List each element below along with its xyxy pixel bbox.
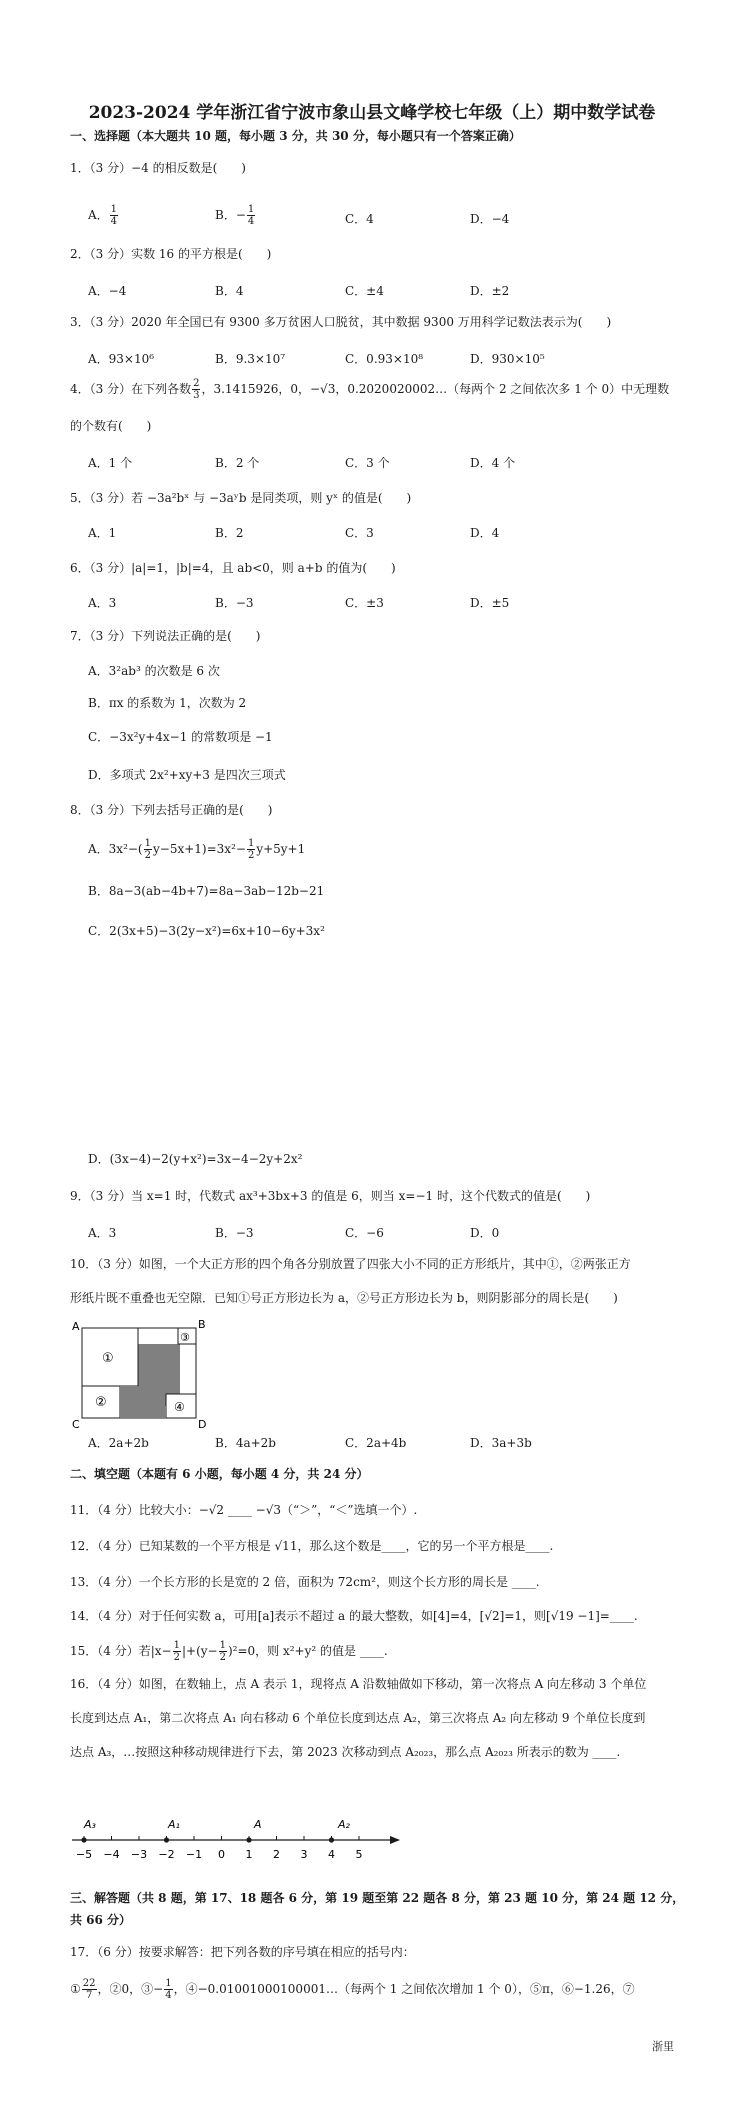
q10-option-c[interactable]: C．2a+4b bbox=[345, 1436, 407, 1450]
q4-stem: 4．（3 分）在下列各数 $\frac{2}{3}$ ，3.1415926，0，−√3，0.2020020002…（每两个 2 之间依次多 1 个 0）中无理数 bbox=[70, 378, 670, 401]
axis-tick-label: 5 bbox=[355, 1848, 363, 1861]
q9-stem: 9．（3 分）当 x=1 时，代数式 ax³+3bx+3 的值是 6，则当 x=−1 时，这个代数式的值是( ) bbox=[70, 1189, 591, 1203]
q10-stem: 10．（3 分）如图，一个大正方形的四个角各分别放置了四张大小不同的正方形纸片，其中①，②两张正方 bbox=[70, 1257, 631, 1271]
shaded-region bbox=[120, 1386, 138, 1418]
q8-option-c[interactable]: C．2(3x+5)−3(2y−x²)=6x+10−6y+3x² bbox=[88, 924, 325, 938]
label-d: D bbox=[198, 1418, 206, 1430]
axis-tick-label: −2 bbox=[158, 1848, 175, 1861]
axis-point bbox=[164, 1837, 169, 1842]
q3-stem: 3．（3 分）2020 年全国已有 9300 多万贫困人口脱贫，其中数据 9300 万用科学记数法表示为( ) bbox=[70, 315, 612, 329]
q1-stem: 1．（3 分）−4 的相反数是( ) bbox=[70, 161, 246, 175]
q9-option-c[interactable]: C．−6 bbox=[345, 1226, 384, 1240]
point-a-label: A bbox=[254, 1818, 262, 1831]
axis-tick-label: 3 bbox=[300, 1848, 308, 1861]
q16-stem-line2: 长度到达点 A₁，第二次将点 A₁ 向右移动 6 个单位长度到达点 A₂，第三次将点 A₂ 向左移动 9 个单位长度到 bbox=[70, 1711, 646, 1725]
q7-option-a[interactable]: A．3²ab³ 的次数是 6 次 bbox=[88, 664, 220, 678]
axis-tick-label: −3 bbox=[130, 1848, 148, 1861]
q3-option-d[interactable]: D．930×10⁵ bbox=[470, 352, 545, 366]
q3-option-a[interactable]: A．93×10⁶ bbox=[88, 352, 155, 366]
q2-option-c[interactable]: C．±4 bbox=[345, 284, 384, 298]
shaded-region bbox=[138, 1406, 166, 1418]
axis-tick-label: −4 bbox=[103, 1848, 120, 1861]
q1-option-b[interactable]: B．− $\frac{1}{4}$ bbox=[215, 204, 255, 227]
q14-stem: 14．（4 分）对于任何实数 a，可用[a]表示不超过 a 的最大整数，如[4]=4，[√2]=1，则[√19 −1]=____. bbox=[70, 1609, 638, 1623]
point-a3-label: A₃ bbox=[84, 1818, 96, 1831]
q1-option-a[interactable]: A． $\frac{1}{4}$ bbox=[88, 204, 118, 227]
label-a: A bbox=[72, 1320, 80, 1333]
q5-stem: 5．（3 分）若 −3a²bˣ 与 −3aʸb 是同类项，则 yˣ 的值是( ) bbox=[70, 491, 412, 505]
point-a1-label: A₁ bbox=[168, 1818, 180, 1831]
q7-option-d[interactable]: D．多项式 2x²+xy+3 是四次三项式 bbox=[88, 768, 286, 782]
label-2: ② bbox=[95, 1395, 107, 1410]
q16-stem: 16．（4 分）如图，在数轴上，点 A 表示 1，现将点 A 沿数轴做如下移动，第一次将点 A 向左移动 3 个单位 bbox=[70, 1677, 647, 1691]
page-title: 2023-2024 学年浙江省宁波市象山县文峰学校七年级（上）期中数学试卷 bbox=[88, 103, 656, 123]
q15-stem: 15．（4 分）若|x− $\frac{1}{2}$ |+(y− $\frac{1}{2}$ )²=0，则 x²+y² 的值是 ____. bbox=[70, 1640, 388, 1663]
number-line bbox=[70, 1816, 410, 1876]
fraction: $\frac{1}{4}$ bbox=[165, 1978, 172, 2001]
q8-option-b[interactable]: B．8a−3(ab−4b+7)=8a−3ab−12b−21 bbox=[88, 884, 325, 898]
q10-option-a[interactable]: A．2a+2b bbox=[88, 1436, 149, 1450]
label-4: ④ bbox=[174, 1400, 185, 1414]
q16-stem-line3: 达点 A₃，…按照这种移动规律进行下去，第 2023 次移动到点 A₂₀₂₃，那么点 A₂₀₂₃ 所表示的数为 ____. bbox=[70, 1745, 621, 1759]
axis-tick-label: 2 bbox=[273, 1848, 280, 1861]
q5-option-c[interactable]: C．3 bbox=[345, 526, 374, 540]
axis-point bbox=[246, 1837, 251, 1842]
q5-option-d[interactable]: D．4 bbox=[470, 526, 500, 540]
q6-stem: 6．（3 分）|a|=1，|b|=4，且 ab<0，则 a+b 的值为( ) bbox=[70, 561, 396, 575]
label-1: ① bbox=[102, 1351, 114, 1366]
q1-option-d[interactable]: D．−4 bbox=[470, 212, 510, 226]
fraction: $\frac{1}{2}$ bbox=[144, 838, 151, 861]
q5-option-b[interactable]: B．2 bbox=[215, 526, 244, 540]
axis-tick-label: 1 bbox=[245, 1848, 253, 1861]
axis-tick-label: 4 bbox=[328, 1848, 335, 1861]
fraction: $\frac{22}{7}$ bbox=[82, 1978, 96, 2001]
page-footer: 浙里 bbox=[652, 2040, 674, 2053]
axis-point bbox=[81, 1837, 86, 1842]
q5-option-a[interactable]: A．1 bbox=[88, 526, 117, 540]
section-1-heading: 一、选择题（本大题共 10 题，每小题 3 分，共 30 分，每小题只有一个答案正确） bbox=[70, 129, 521, 143]
q8-option-a[interactable]: A．3x²−( $\frac{1}{2}$ y−5x+1)=3x²− $\frac{1}{2}$ y+5y+1 bbox=[88, 838, 306, 861]
axis-tick-label: 0 bbox=[218, 1848, 225, 1861]
q2-option-b[interactable]: B．4 bbox=[215, 284, 244, 298]
q6-option-a[interactable]: A．3 bbox=[88, 596, 117, 610]
fraction: $\frac{1}{2}$ bbox=[247, 838, 255, 861]
q7-option-b[interactable]: B．πx 的系数为 1，次数为 2 bbox=[88, 696, 247, 710]
fraction: $\frac{1}{2}$ bbox=[219, 1640, 226, 1663]
q8-option-d[interactable]: D．(3x−4)−2(y+x²)=3x−4−2y+2x² bbox=[88, 1152, 303, 1166]
q13-stem: 13．（4 分）一个长方形的长是宽的 2 倍，面积为 72cm²，则这个长方形的周长是 ____. bbox=[70, 1575, 540, 1589]
axis-tick-label: −1 bbox=[185, 1848, 203, 1861]
q6-option-b[interactable]: B．−3 bbox=[215, 596, 254, 610]
q4-option-c[interactable]: C．3 个 bbox=[345, 456, 390, 470]
q9-option-d[interactable]: D．0 bbox=[470, 1226, 500, 1240]
q2-option-a[interactable]: A．−4 bbox=[88, 284, 127, 298]
square-figure bbox=[66, 1318, 206, 1430]
q6-option-d[interactable]: D．±5 bbox=[470, 596, 510, 610]
fraction: $\frac{1}{2}$ bbox=[173, 1640, 180, 1663]
q6-option-c[interactable]: C．±3 bbox=[345, 596, 384, 610]
axis-point bbox=[329, 1837, 334, 1842]
section-3-heading: 三、解答题（共 8 题，第 17、18 题各 6 分，第 19 题至第 22 题各 8 分，第 23 题 10 分，第 24 题 12 分， bbox=[70, 1891, 685, 1905]
section-2-heading: 二、填空题（本题有 6 小题，每小题 4 分，共 24 分） bbox=[70, 1467, 369, 1481]
q7-stem: 7．（3 分）下列说法正确的是( ) bbox=[70, 629, 261, 643]
q11-stem: 11．（4 分）比较大小：−√2 ____ −√3（“＞”，“＜”选填一个）. bbox=[70, 1503, 418, 1517]
q10-option-d[interactable]: D．3a+3b bbox=[470, 1436, 532, 1450]
axis-arrow bbox=[390, 1836, 400, 1844]
fraction: $\frac{1}{4}$ bbox=[110, 204, 118, 227]
q2-option-d[interactable]: D．±2 bbox=[470, 284, 510, 298]
label-b: B bbox=[198, 1318, 206, 1331]
q1-option-c[interactable]: C．4 bbox=[345, 212, 374, 226]
q2-stem: 2．（3 分）实数 16 的平方根是( ) bbox=[70, 247, 272, 261]
fraction: $\frac{1}{4}$ bbox=[247, 204, 255, 227]
point-a2-label: A₂ bbox=[338, 1818, 350, 1831]
q4-option-b[interactable]: B．2 个 bbox=[215, 456, 260, 470]
q17-stem: 17．（6 分）按要求解答：把下列各数的序号填在相应的括号内： bbox=[70, 1945, 415, 1959]
q4-option-d[interactable]: D．4 个 bbox=[470, 456, 516, 470]
q12-stem: 12．（4 分）已知某数的一个平方根是 √11，那么这个数是____，它的另一个平方根是____. bbox=[70, 1539, 554, 1553]
q10-option-b[interactable]: B．4a+2b bbox=[215, 1436, 276, 1450]
q8-stem: 8．（3 分）下列去括号正确的是( ) bbox=[70, 803, 273, 817]
q17-numbers: ① $\frac{22}{7}$ ，②0，③− $\frac{1}{4}$ ，④−0.01001000100001…（每两个 1 之间依次增加 1 个 0），⑤π，⑥−1.26，⑦ bbox=[70, 1978, 635, 2001]
section-3-heading-line2: 共 66 分） bbox=[70, 1913, 132, 1927]
label-c: C bbox=[72, 1418, 80, 1430]
fraction: $\frac{2}{3}$ bbox=[193, 378, 200, 401]
q10-stem-line2: 形纸片既不重叠也无空隙．已知①号正方形边长为 a，②号正方形边长为 b，则阴影部分的周长是( ) bbox=[70, 1291, 618, 1305]
q9-option-a[interactable]: A．3 bbox=[88, 1226, 117, 1240]
q9-option-b[interactable]: B．−3 bbox=[215, 1226, 254, 1240]
q7-option-c[interactable]: C．−3x²y+4x−1 的常数项是 −1 bbox=[88, 730, 273, 744]
axis-tick-label: −5 bbox=[75, 1848, 93, 1861]
q3-option-c[interactable]: C．0.93×10⁸ bbox=[345, 352, 424, 366]
q4-option-a[interactable]: A．1 个 bbox=[88, 456, 133, 470]
q3-option-b[interactable]: B．9.3×10⁷ bbox=[215, 352, 286, 366]
label-3: ③ bbox=[180, 1331, 190, 1344]
q4-stem-line2: 的个数有( ) bbox=[70, 419, 152, 433]
